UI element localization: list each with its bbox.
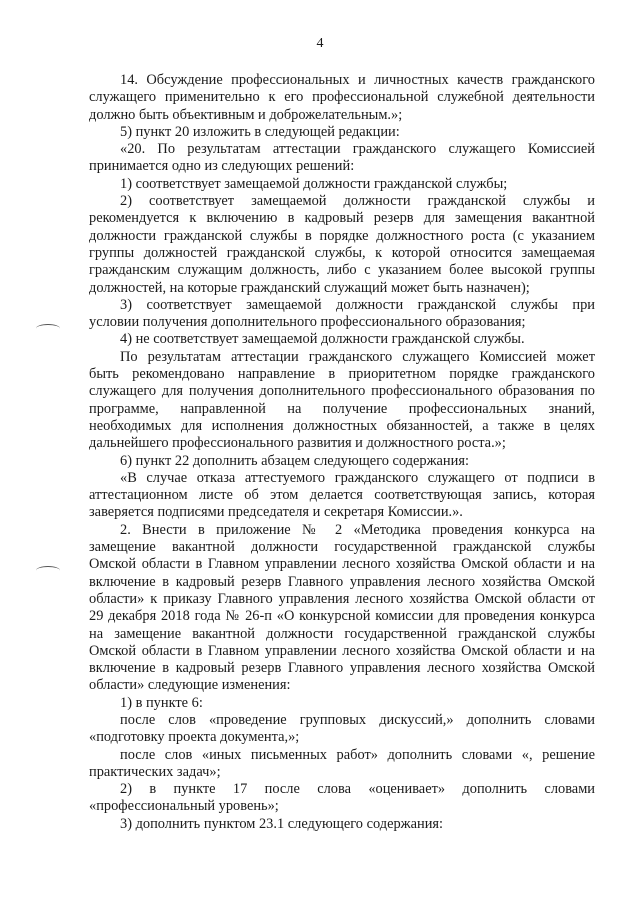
- text-line: включение в кадровый резерв Главного управления лесного хозяйства Омской: [89, 573, 595, 590]
- paragraph: [89, 470, 595, 522]
- margin-binding-mark: [36, 324, 60, 333]
- text-line: принимается одно из следующих решений:: [89, 158, 355, 175]
- paragraph: [89, 193, 595, 297]
- text-line: дальнейшего профессионального развития и должностного роста.»;: [89, 435, 506, 452]
- text-line: 3) соответствует замещаемой должности гражданской службы при: [120, 296, 595, 313]
- paragraph: [89, 176, 595, 193]
- paragraph: [89, 816, 595, 833]
- text-line: служащего для получения дополнительного профессионального образования по: [89, 383, 595, 400]
- document-body: [89, 72, 595, 833]
- text-line: 1) в пункте 6:: [120, 694, 203, 711]
- text-line: служащего применительно к его профессиональной служебной деятельности: [89, 89, 595, 106]
- text-line: «профессиональный уровень»;: [89, 798, 279, 815]
- text-line: на замещение вакантной должности государственной гражданской службы: [89, 625, 595, 642]
- text-line: 2) соответствует замещаемой должности гражданской службы и: [120, 193, 595, 210]
- paragraph: [89, 712, 595, 747]
- text-line: рекомендуется к включению в кадровый резерв для замещения вакантной: [89, 210, 595, 227]
- paragraph: [89, 331, 595, 348]
- text-line: должностей, на которые гражданский служащий может быть назначен);: [89, 279, 530, 296]
- text-line: 5) пункт 20 изложить в следующей редакции:: [120, 123, 400, 140]
- text-line: По результатам аттестации гражданского служащего Комиссией может: [120, 348, 595, 365]
- text-line: после слов «иных письменных работ» дополнить словами «, решение: [120, 746, 595, 763]
- text-line: 29 декабря 2018 года № 26-п «О конкурсной комиссии для проведения конкурса: [89, 608, 595, 625]
- text-line: 2) в пункте 17 после слова «оценивает» дополнить словами: [120, 781, 595, 798]
- paragraph: [89, 522, 595, 695]
- text-line: области» к приказу Главного управления лесного хозяйства Омской области от: [89, 590, 595, 607]
- text-line: быть рекомендовано направление в приоритетном порядке гражданского: [89, 366, 595, 383]
- paragraph: [89, 72, 595, 124]
- text-line: 14. Обсуждение профессиональных и личностных качеств гражданского: [120, 72, 595, 88]
- text-line: «подготовку проекта документа,»;: [89, 729, 300, 746]
- text-line: 6) пункт 22 дополнить абзацем следующего содержания:: [120, 452, 469, 469]
- text-line: «20. По результатам аттестации гражданского служащего Комиссией: [120, 141, 595, 158]
- text-line: 1) соответствует замещаемой должности гражданской службы;: [120, 175, 508, 192]
- text-line: условии получения дополнительного профессионального образования;: [89, 314, 526, 331]
- text-line: 2. Внести в приложение № 2 «Методика проведения конкурса на: [120, 521, 595, 538]
- text-line: должности гражданской службы в порядке должностного роста (с указанием: [89, 227, 595, 244]
- paragraph: [89, 124, 595, 141]
- paragraph: [89, 453, 595, 470]
- text-line: гражданским служащим должность, либо с указанием более высокой группы: [89, 262, 595, 279]
- paragraph: [89, 141, 595, 176]
- page-number: 4: [316, 36, 324, 51]
- paragraph: [89, 781, 595, 816]
- paragraph: [89, 297, 595, 332]
- text-line: необходимых для исполнения должностных обязанностей, а также в целях: [89, 417, 595, 434]
- text-line: области» следующие изменения:: [89, 677, 291, 694]
- text-line: после слов «проведение групповых дискуссий,» дополнить словами: [120, 711, 595, 728]
- text-line: Омской области в Главном управлении лесного хозяйства Омской области и на: [89, 642, 595, 659]
- text-line: Омской области в Главном управлении лесного хозяйства Омской области и на: [89, 556, 595, 573]
- margin-binding-mark: [36, 566, 60, 575]
- text-line: заверяется подписями председателя и секретаря Комиссии.».: [89, 504, 463, 521]
- text-line: должно быть объективным и доброжелательным.»;: [89, 106, 403, 123]
- text-line: 4) не соответствует замещаемой должности гражданской службы.: [120, 331, 525, 348]
- text-line: группы должностей гражданской службы, к которой относится замещаемая: [89, 244, 595, 261]
- text-line: замещение вакантной должности государственной гражданской службы: [89, 539, 595, 556]
- text-line: «В случае отказа аттестуемого гражданского служащего от подписи в: [120, 469, 595, 486]
- text-line: аттестационном листе об этом делается соответствующая запись, которая: [89, 487, 595, 504]
- text-line: включение в кадровый резерв Главного управления лесного хозяйства Омской: [89, 660, 595, 677]
- text-line: 3) дополнить пунктом 23.1 следующего содержания:: [120, 815, 444, 832]
- text-line: практических задач»;: [89, 763, 221, 780]
- text-line: программе, направленной на получение профессиональных знаний,: [89, 400, 595, 417]
- paragraph: [89, 695, 595, 712]
- paragraph: [89, 349, 595, 453]
- paragraph: [89, 747, 595, 782]
